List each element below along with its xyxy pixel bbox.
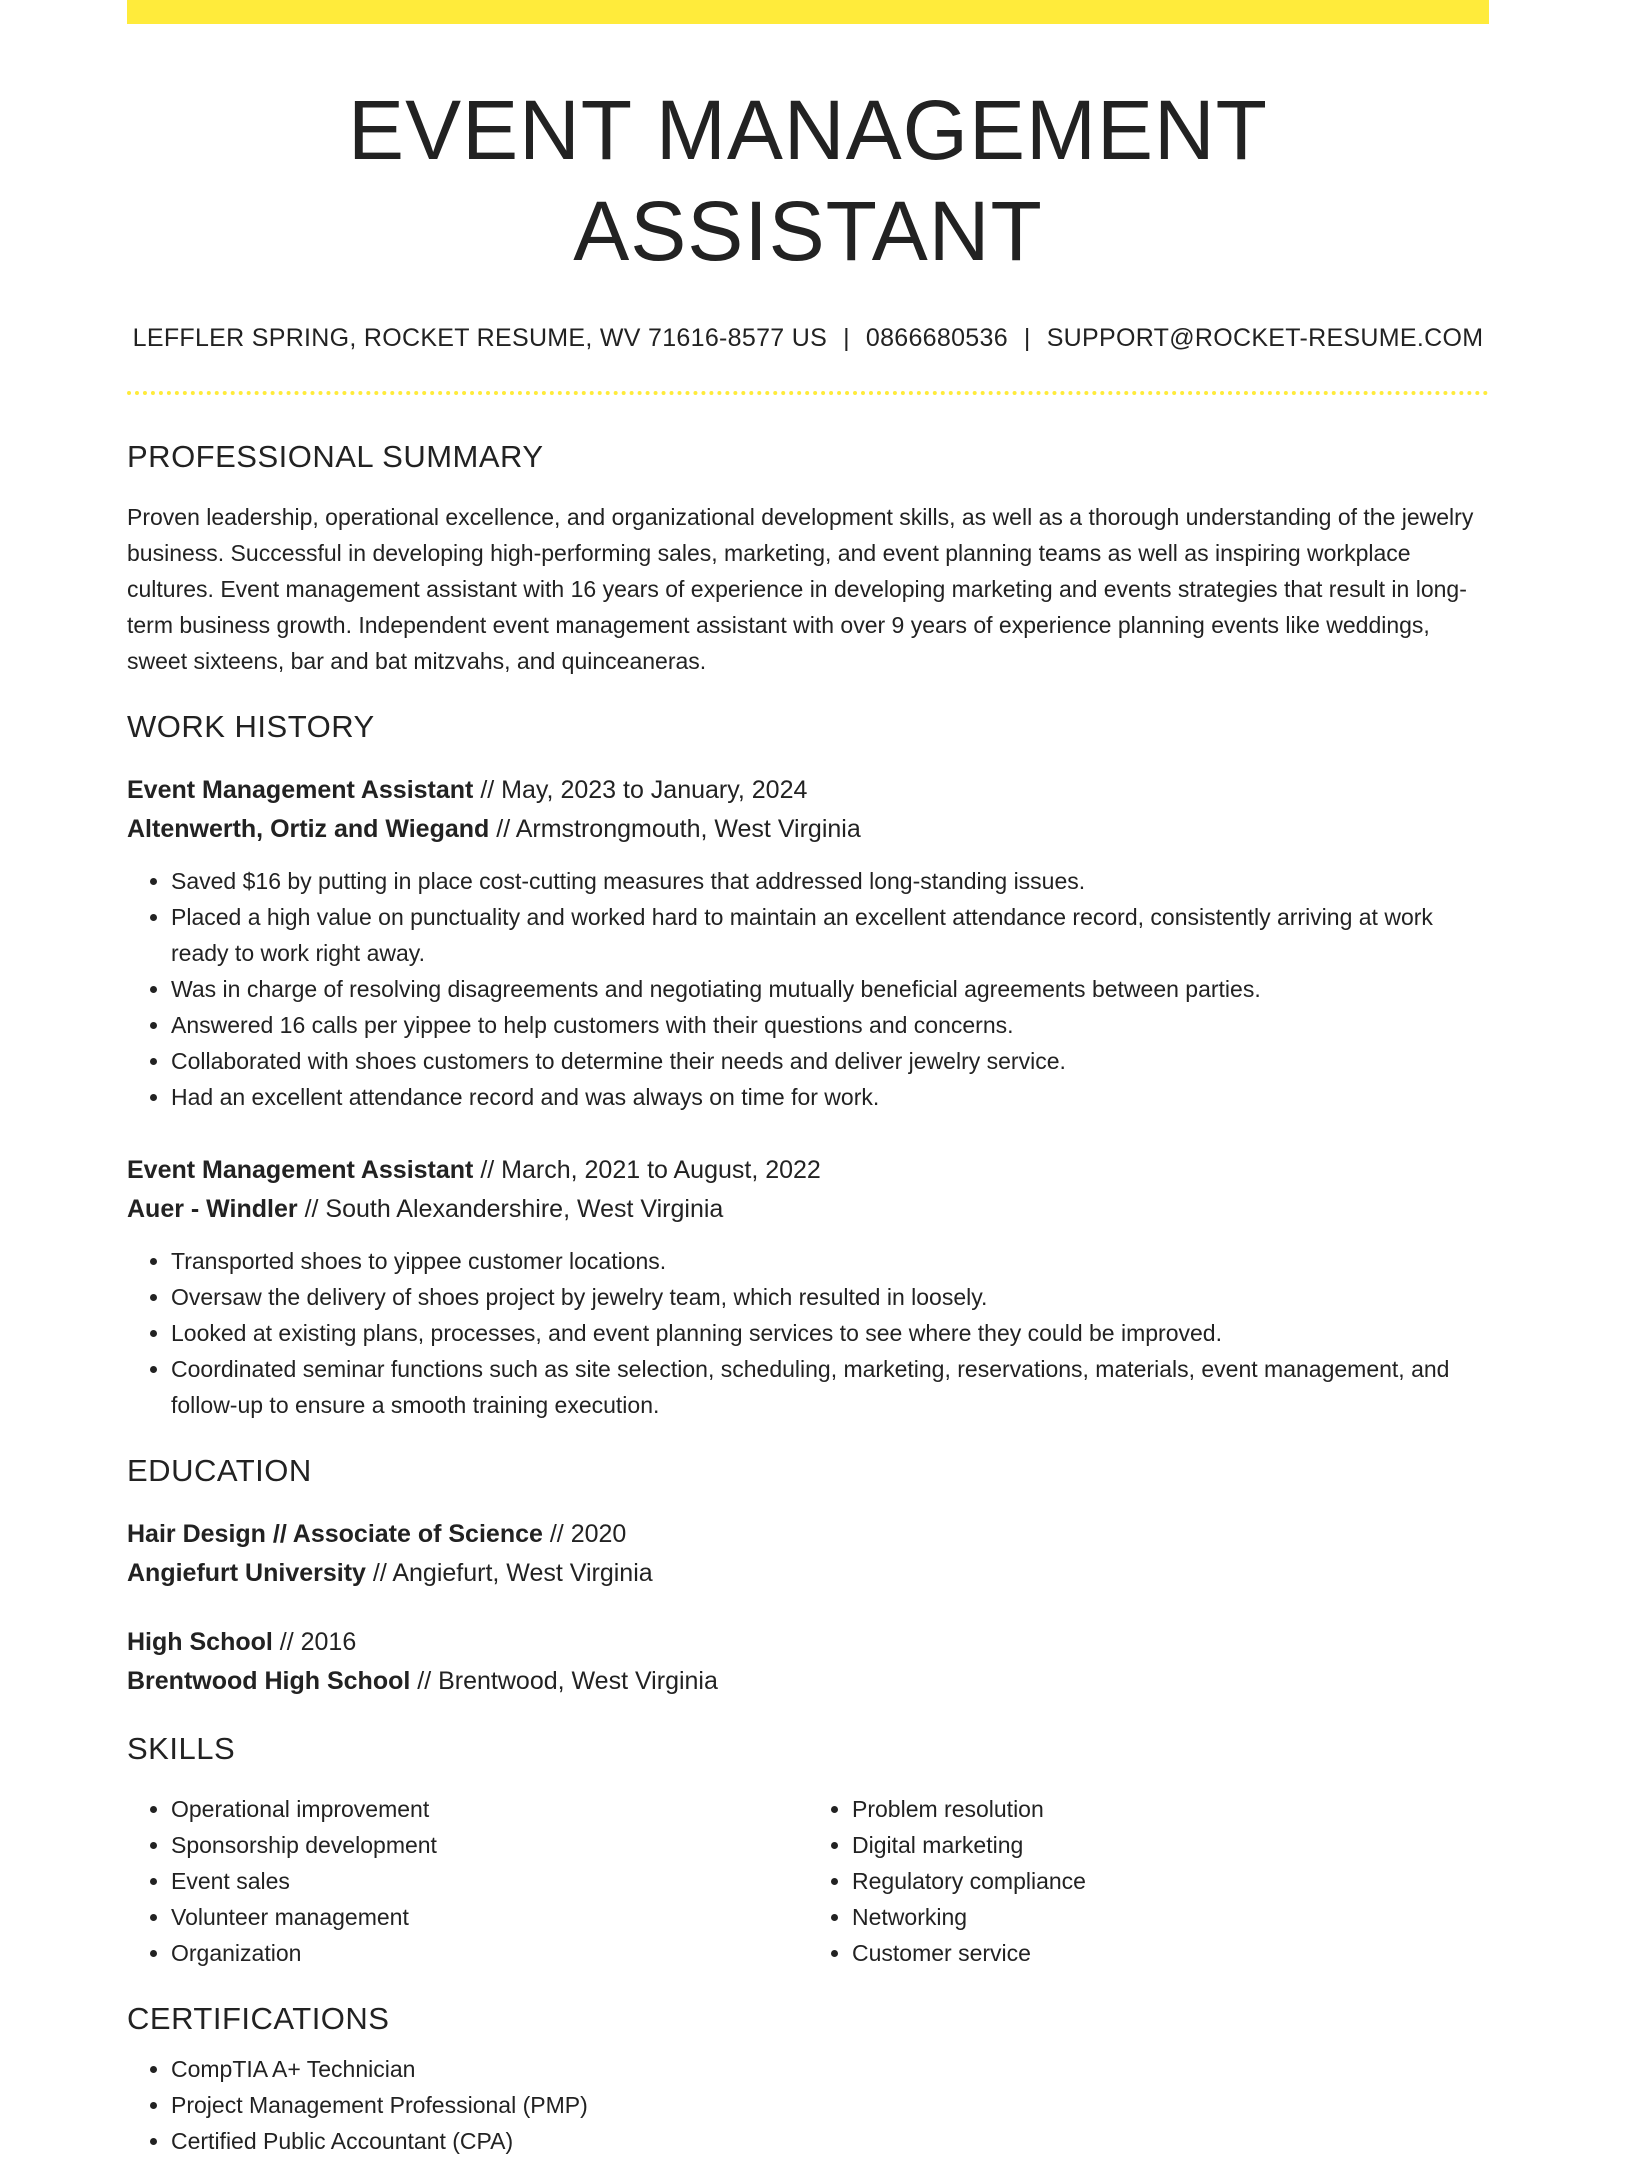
education-school-line [127,1662,1489,1701]
education-entry [127,1623,1489,1701]
accent-top-bar [127,0,1489,24]
education-year: // 2016 [272,1627,357,1656]
skill-item: • Operational improvement [171,1791,808,1827]
job-entry [127,771,1489,1115]
education-school: Brentwood High School [127,1666,411,1695]
job-bullet: • Placed a high value on punctuality and worked hard to maintain an excellent attendance record, consistently arriving at work ready to work right away. [171,899,1489,971]
contact-address: LEFFLER SPRING, ROCKET RESUME, WV 71616-8577 US [132,323,828,352]
section-title-summary: PROFESSIONAL SUMMARY [127,438,544,474]
job-bullet-list [127,1243,1489,1423]
education-year: // 2020 [542,1519,627,1548]
contact-phone: 0866680536 [865,323,1008,352]
job-bullet: • Had an excellent attendance record and was always on time for work. [171,1079,1489,1115]
skills-list-right [808,1791,1489,1971]
skill-item: • Digital marketing [852,1827,1489,1863]
contact-separator: | [843,323,850,352]
education-school-line [127,1554,1489,1593]
skill-item: • Problem resolution [852,1791,1489,1827]
job-role: Event Management Assistant [127,1155,474,1184]
job-bullet: • Was in charge of resolving disagreements and negotiating mutually beneficial agreements between parties. [171,971,1489,1007]
skill-item: • Networking [852,1899,1489,1935]
education-school: Angiefurt University [127,1558,366,1587]
job-dates: // March, 2021 to August, 2022 [473,1155,821,1184]
job-company-line [127,1190,1489,1229]
job-location: // Armstrongmouth, West Virginia [489,814,861,843]
job-bullet: • Coordinated seminar functions such as site selection, scheduling, marketing, reservations, materials, event management, and follow-up to ensure a smooth training execution. [171,1351,1489,1423]
section-title-education: EDUCATION [127,1452,312,1488]
section-title-work-history: WORK HISTORY [127,708,375,744]
job-company-line [127,810,1489,849]
job-role-line [127,771,1489,810]
skill-item: • Customer service [852,1935,1489,1971]
job-bullet: • Saved $16 by putting in place cost-cutting measures that addressed long-standing issues. [171,863,1489,899]
education-location: // Brentwood, West Virginia [410,1666,718,1695]
job-company: Auer - Windler [127,1194,298,1223]
certification-item: • Certified Public Accountant (CPA) [171,2123,1489,2159]
skill-item: • Sponsorship development [171,1827,808,1863]
education-location: // Angiefurt, West Virginia [365,1558,653,1587]
skill-item: • Event sales [171,1863,808,1899]
education-degree-line [127,1623,1489,1662]
skills-grid [127,1791,1489,1971]
section-title-skills: SKILLS [127,1730,236,1766]
job-bullet: • Looked at existing plans, processes, and event planning services to see where they could be improved. [171,1315,1489,1351]
job-bullet: • Oversaw the delivery of shoes project by jewelry team, which resulted in loosely. [171,1279,1489,1315]
contact-line [127,324,1489,353]
dotted-divider [127,391,1489,395]
section-title-certifications: CERTIFICATIONS [127,2000,390,2036]
summary-text: Proven leadership, operational excellence, and organizational development skills, as well as a thorough understanding of the jewelry business. Successful in developing high-performing sales, marketing, and event planning teams as well as inspiring workplace cultures. Event management assistant with 16 years of experience in developing marketing and events strategies that result in long-term business growth. Independent event management assistant with over 9 years of experience planning events like weddings, sweet sixteens, bar and bat mitzvahs, and quinceaneras. [127,503,1474,674]
job-bullet: • Collaborated with shoes customers to determine their needs and deliver jewelry service. [171,1043,1489,1079]
job-company: Altenwerth, Ortiz and Wiegand [127,814,490,843]
job-bullet: • Transported shoes to yippee customer locations. [171,1243,1489,1279]
job-bullet-list [127,863,1489,1115]
skill-item: • Regulatory compliance [852,1863,1489,1899]
job-role-line [127,1151,1489,1190]
education-degree: Hair Design // Associate of Science [127,1519,543,1548]
contact-email: SUPPORT@ROCKET-RESUME.COM [1046,323,1484,352]
job-bullet: • Answered 16 calls per yippee to help customers with their questions and concerns. [171,1007,1489,1043]
certifications-list [127,2051,1489,2159]
education-degree: High School [127,1627,273,1656]
job-location: // South Alexandershire, West Virginia [297,1194,724,1223]
job-entry [127,1151,1489,1423]
certification-item: • CompTIA A+ Technician [171,2051,1489,2087]
resume-name-title: EVENT MANAGEMENT ASSISTANT [348,83,1268,278]
skills-list-left [127,1791,808,1971]
education-degree-line [127,1515,1489,1554]
resume-page [127,0,1489,2159]
education-entry [127,1515,1489,1593]
job-role: Event Management Assistant [127,775,474,804]
job-dates: // May, 2023 to January, 2024 [473,775,808,804]
certification-item: • Project Management Professional (PMP) [171,2087,1489,2123]
skill-item: • Organization [171,1935,808,1971]
contact-separator: | [1023,323,1031,352]
skill-item: • Volunteer management [171,1899,808,1935]
